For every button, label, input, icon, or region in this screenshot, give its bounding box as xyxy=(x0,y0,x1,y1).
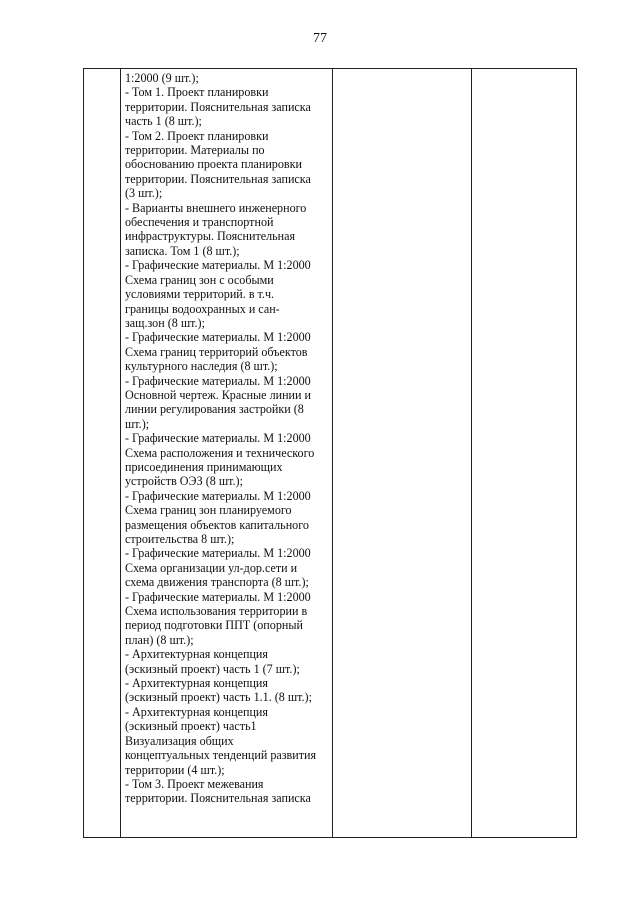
materials-line: - Архитектурная концепция xyxy=(125,647,268,662)
materials-line: - Графические материалы. М 1:2000 xyxy=(125,589,311,604)
materials-line: Схема границ зон с особыми xyxy=(125,272,274,287)
table-cell-column-4 xyxy=(472,69,577,838)
materials-line: концептуальных тенденций развития xyxy=(125,748,317,763)
materials-line: Визуализация общих xyxy=(125,733,234,748)
table-cell-number xyxy=(84,69,121,838)
materials-line: - Том 2. Проект планировки xyxy=(125,128,269,143)
materials-line: - Графические материалы. М 1:2000 xyxy=(125,258,311,273)
materials-line: территории. Пояснительная записка xyxy=(125,791,311,806)
materials-line: инфраструктуры. Пояснительная xyxy=(125,229,296,244)
materials-line: Схема расположения и технического xyxy=(125,445,315,460)
materials-line: обоснованию проекта планировки xyxy=(125,157,302,172)
materials-line: Схема границ территорий объектов xyxy=(125,344,308,359)
materials-line: - Графические материалы. М 1:2000 xyxy=(125,330,311,345)
materials-line: присоединения принимающих xyxy=(125,459,283,474)
table-row xyxy=(84,69,577,838)
materials-line: - Том 1. Проект планировки xyxy=(125,85,269,100)
materials-line: размещения объектов капитального xyxy=(125,517,309,532)
materials-line: культурного наследия (8 шт.); xyxy=(125,359,278,374)
materials-line: период подготовки ППТ (опорный xyxy=(125,618,303,633)
materials-line: условиями территорий. в т.ч. xyxy=(125,287,275,302)
materials-line: устройств ОЭЗ (8 шт.); xyxy=(125,474,243,489)
materials-line: границы водоохранных и сан- xyxy=(125,301,280,316)
materials-line: шт.); xyxy=(125,416,150,431)
table-cell-materials xyxy=(121,69,333,838)
materials-line: (эскизный проект) часть 1.1. (8 шт.); xyxy=(125,690,312,705)
materials-line: (3 шт.); xyxy=(125,186,163,201)
materials-line: - Варианты внешнего инженерного xyxy=(125,200,307,215)
materials-line: часть 1 (8 шт.); xyxy=(125,114,202,129)
materials-line: Схема использования территории в xyxy=(125,604,308,619)
materials-line: Схема границ зон планируемого xyxy=(125,503,292,518)
materials-line: территории (4 шт.); xyxy=(125,762,225,777)
table-cell-column-3 xyxy=(333,69,472,838)
materials-line: (эскизный проект) часть 1 (7 шт.); xyxy=(125,661,300,676)
materials-line: территории. Пояснительная записка xyxy=(125,99,311,114)
materials-line: Схема организации ул-дор.сети и xyxy=(125,560,298,575)
materials-line: план) (8 шт.); xyxy=(125,632,194,647)
materials-line: линии регулирования застройки (8 xyxy=(125,402,304,417)
materials-line: - Графические материалы. М 1:2000 xyxy=(125,373,311,388)
document-table xyxy=(83,68,577,838)
materials-line: - Том 3. Проект межевания xyxy=(125,776,264,791)
materials-line: - Графические материалы. М 1:2000 xyxy=(125,431,311,446)
materials-line: - Графические материалы. М 1:2000 xyxy=(125,488,311,503)
materials-line: - Архитектурная концепция xyxy=(125,676,268,691)
materials-line: - Графические материалы. М 1:2000 xyxy=(125,546,311,561)
materials-line: 1:2000 (9 шт.); xyxy=(125,71,199,85)
materials-line: защ.зон (8 шт.); xyxy=(125,315,205,330)
materials-line: строительства 8 шт.); xyxy=(125,532,235,546)
materials-line: обеспечения и транспортной xyxy=(125,215,274,230)
materials-line: территории. Материалы по xyxy=(125,143,265,158)
materials-line: - Архитектурная концепция xyxy=(125,704,268,719)
materials-line: территории. Пояснительная записка xyxy=(125,171,311,186)
page-number: 77 xyxy=(313,31,327,46)
materials-line: (эскизный проект) часть1 xyxy=(125,719,257,734)
materials-list xyxy=(121,69,332,806)
materials-line: записка. Том 1 (8 шт.); xyxy=(125,243,240,258)
materials-line: схема движения транспорта (8 шт.); xyxy=(125,575,309,590)
materials-line: Основной чертеж. Красные линии и xyxy=(125,387,311,402)
